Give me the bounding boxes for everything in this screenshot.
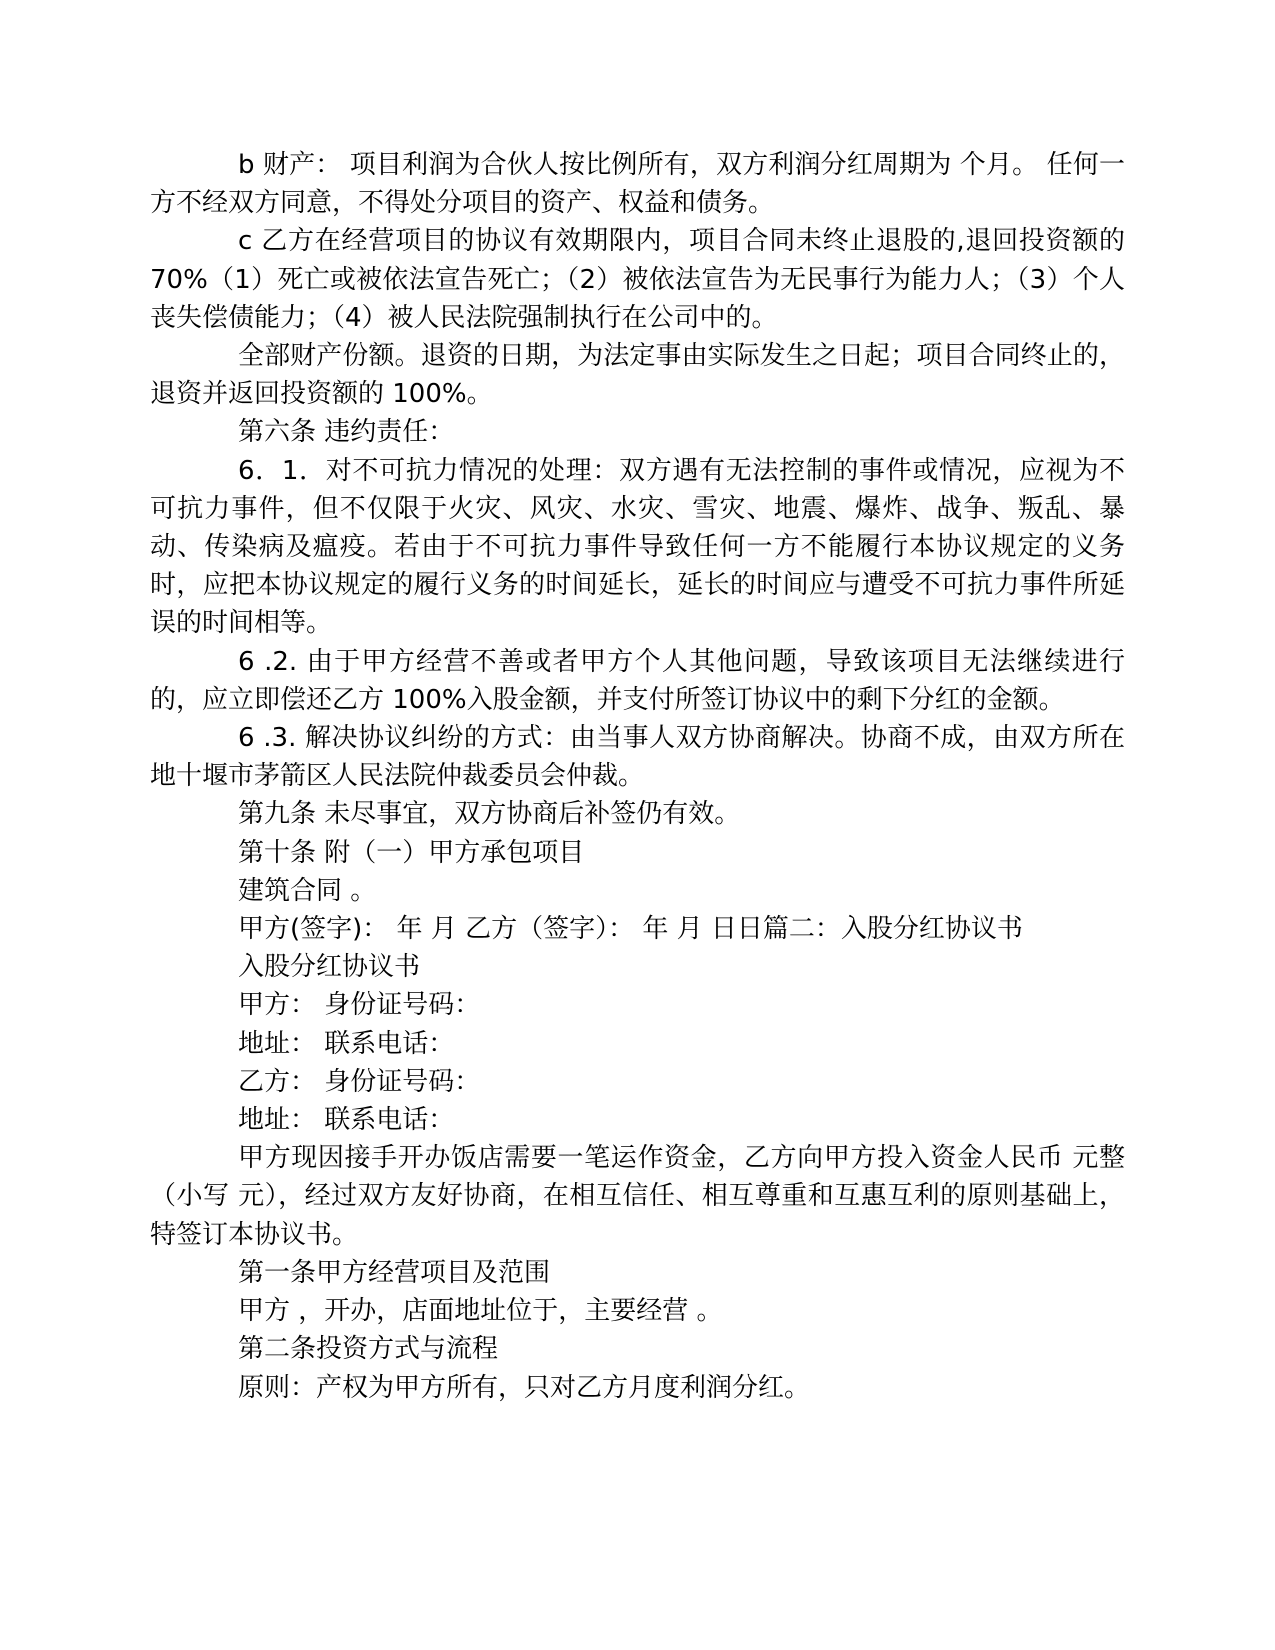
party-a-id: 甲方： 身份证号码： (238, 990, 481, 1021)
article-10: 第十条 附（一）甲方承包项目 (238, 837, 585, 868)
paragraph-withdrawal-date: 全部财产份额。退资的日期，为法定事由实际发生之日起；项目合同终止的，退资并返回投资额的 100%。 (150, 341, 1125, 410)
paragraph-property-profit: b 财产： 项目利润为合伙人按比例所有，双方利润分红周期为 个月。 任何一方不经双方同意，不得处分项目的资产、权益和债务。 (150, 150, 1125, 219)
clause-6-2: 6 .2. 由于甲方经营不善或者甲方个人其他问题，导致该项目无法继续进行的，应立即偿还乙方 100%入股金额，并支付所签订协议中的剩下分红的金额。 (150, 646, 1125, 715)
preamble: 甲方现因接手开办饭店需要一笔运作资金，乙方向甲方投入资金人民币 元整 （小写 元），经过双方友好协商，在相互信任、相互尊重和互惠互利的原则基础上，特签订本协议书。 (150, 1143, 1125, 1250)
article-6-heading: 第六条 违约责任： (238, 417, 455, 448)
party-a-address: 地址： 联系电话： (238, 1028, 455, 1059)
article-2-principle: 原则：产权为甲方所有，只对乙方月度利润分红。 (238, 1372, 811, 1403)
agreement-title: 入股分红协议书 (238, 952, 421, 983)
party-b-address: 地址： 联系电话： (238, 1105, 455, 1136)
document-body (150, 146, 1125, 1407)
paragraph-withdrawal-terms: c 乙方在经营项目的协议有效期限内，项目合同未终止退股的,退回投资额的 70%（1）死亡或被依法宣告死亡；（2）被依法宣告为无民事行为能力人；（3）个人丧失偿债能力；（4）被人民法院强制执行在公司中的。 (150, 226, 1125, 333)
construction-contract: 建筑合同 。 (238, 875, 377, 906)
article-1-heading: 第一条甲方经营项目及范围 (238, 1257, 551, 1288)
clause-6-1: 6．1．对不可抗力情况的处理：双方遇有无法控制的事件或情况，应视为不可抗力事件，但不仅限于火灾、风灾、水灾、雪灾、地震、爆炸、战争、叛乱、暴动、传染病及瘟疫。若由于不可抗力事件导致任何一方不能履行本协议规定的义务时，应把本协议规定的履行义务的时间延长，延长的时间应与遭受不可抗力事件所延误的时间相等。 (150, 455, 1125, 639)
party-b-id: 乙方： 身份证号码： (238, 1066, 481, 1097)
article-9: 第九条 未尽事宜，双方协商后补签仍有效。 (238, 799, 741, 830)
clause-6-3: 6 .3. 解决协议纠纷的方式：由当事人双方协商解决。协商不成，由双方所在地十堰市茅箭区人民法院仲裁委员会仲裁。 (150, 723, 1125, 792)
article-1-body: 甲方 ，开办，店面地址位于，主要经营 。 (238, 1296, 723, 1327)
article-2-heading: 第二条投资方式与流程 (238, 1334, 499, 1365)
signature-line: 甲方(签字)： 年 月 乙方（签字）： 年 月 日日篇二：入股分红协议书 (238, 914, 1023, 945)
